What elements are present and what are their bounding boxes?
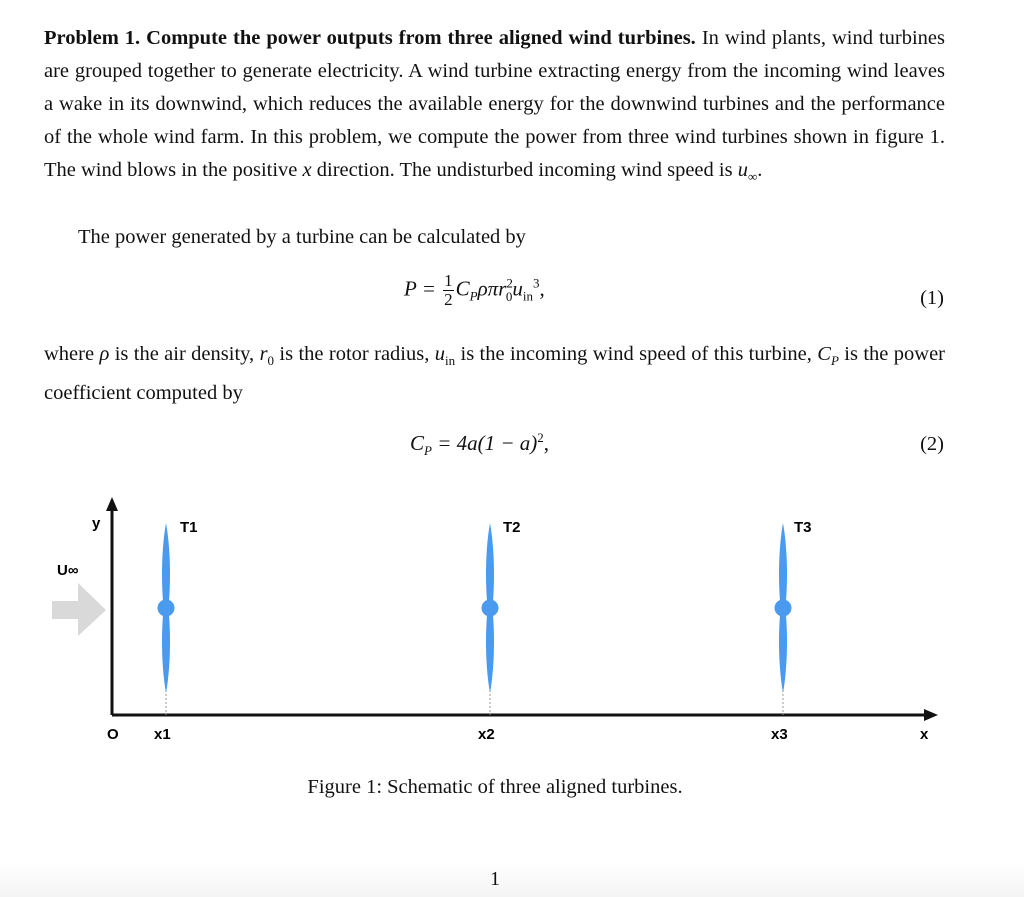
t1-hub	[158, 600, 175, 617]
where-w1: where	[44, 343, 100, 365]
equation-1	[404, 272, 545, 309]
where-cp-sub: P	[830, 353, 839, 369]
t2-hub	[482, 600, 499, 617]
t3-blade-upper	[779, 523, 787, 601]
eq1-u-sup: 3	[533, 275, 540, 291]
eq1-lhs: P =	[404, 276, 436, 301]
turbine-t2	[478, 519, 521, 743]
where-r0: r	[259, 343, 268, 365]
where-w5: is the power coefficient computed by	[44, 343, 945, 405]
eq1-fraction	[443, 272, 454, 309]
where-paragraph	[44, 338, 945, 410]
problem-heading: Problem 1. Compute the power outputs from three aligned wind turbines.	[44, 27, 696, 49]
turbine-t1	[154, 519, 198, 743]
eq2-lhs-sub: P	[424, 443, 432, 459]
where-r0-sub: 0	[267, 353, 275, 369]
problem-paragraph	[44, 22, 945, 193]
page-number: 1	[490, 868, 500, 890]
wind-arrow	[52, 583, 106, 636]
figure-caption: Figure 1: Schematic of three aligned turbines.	[307, 776, 683, 798]
eq2-tail: ,	[543, 431, 550, 455]
where-w2: is the air density,	[109, 343, 260, 365]
x1-label: x1	[154, 726, 171, 743]
t3-hub	[775, 600, 792, 617]
equation-2	[410, 430, 549, 459]
eq2-lhs: C	[410, 431, 425, 455]
var-x: x	[302, 159, 312, 181]
where-cp: C	[817, 343, 831, 365]
eq1-rhopir: ρπr	[477, 276, 507, 301]
x-axis-label: x	[920, 726, 929, 743]
t2-blade-lower	[486, 615, 494, 693]
where-uin: u	[434, 343, 445, 365]
t1-label: T1	[180, 519, 198, 536]
where-rho: ρ	[99, 343, 110, 365]
where-w3: is the rotor radius,	[274, 343, 435, 365]
t3-label: T3	[794, 519, 812, 536]
eq2-rhs: = 4a(1 − a)	[431, 431, 538, 455]
t1-blade-upper	[162, 523, 170, 601]
eq1-cp-sub: P	[469, 288, 478, 304]
equation-2-number: (2)	[920, 433, 944, 455]
where-w4: is the incoming wind speed of this turbine,	[455, 343, 818, 365]
eq1-r-sub: 0	[505, 288, 513, 304]
problem-period: .	[757, 159, 763, 181]
problem-body: In wind plants, wind turbines are grouped together to generate electricity. A wind turbine extracting energy from the incoming wind leaves a wake in its downwind, which reduces the available energy for the downwind turbines and the performance of the whole wind farm. In this problem, we compute the power from three wind turbines shown in figure 1. The wind blows in the positive	[44, 27, 946, 181]
t2-blade-upper	[486, 523, 494, 601]
y-axis-arrowhead	[106, 497, 118, 511]
var-uinf-sub: ∞	[747, 169, 758, 185]
eq1-u: u	[512, 276, 523, 301]
where-uin-sub: in	[445, 353, 456, 369]
origin-label: O	[107, 726, 119, 743]
eq1-cp: C	[455, 276, 470, 301]
t1-blade-lower	[162, 615, 170, 693]
eq1-tail: ,	[539, 276, 545, 301]
eq1-den: 2	[444, 290, 453, 309]
var-uinf: u	[737, 159, 748, 181]
problem-body-end: direction. The undisturbed incoming wind speed is	[311, 159, 738, 181]
y-axis-label: y	[92, 515, 101, 532]
x-axis-arrowhead	[924, 709, 938, 721]
wind-speed-label: U∞	[57, 562, 79, 579]
turbine-t3	[771, 519, 812, 743]
eq2-rhs-sup: 2	[537, 430, 544, 445]
eq1-num: 1	[444, 271, 453, 290]
equation-1-number: (1)	[920, 287, 944, 309]
t3-blade-lower	[779, 615, 787, 693]
eq1-r-sup: 2	[506, 275, 513, 291]
eq1-u-sub: in	[522, 288, 533, 304]
x3-label: x3	[771, 726, 788, 743]
turbine-figure	[0, 495, 1024, 755]
t2-label: T2	[503, 519, 521, 536]
x2-label: x2	[478, 726, 495, 743]
intro-power: The power generated by a turbine can be calculated by	[78, 226, 526, 248]
